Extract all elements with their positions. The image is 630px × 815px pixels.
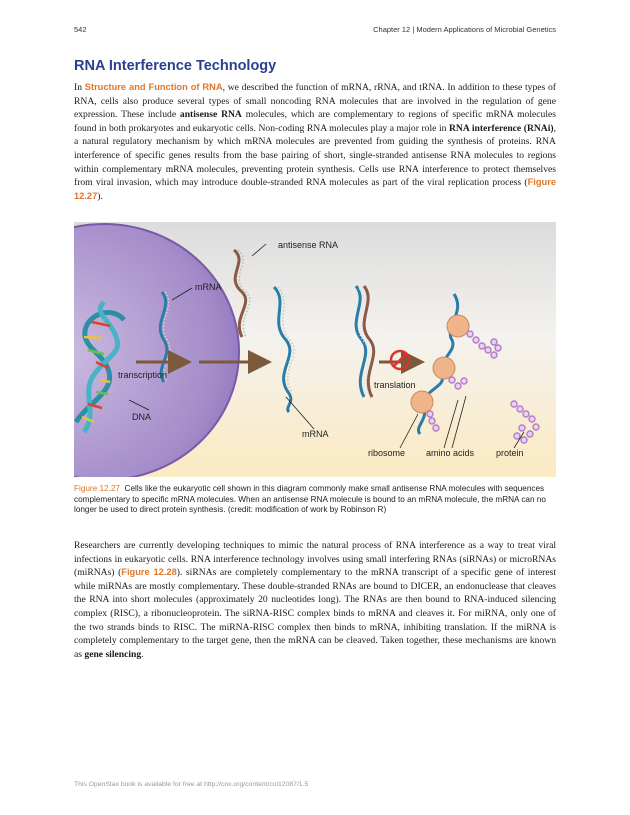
text: .	[141, 648, 144, 660]
caption-text: Cells like the eukaryotic cell shown in this diagram commonly make small antisense RNA molecules with sequences complementary to specific mRNA molecules. When an antisense RNA molecule is bound to an mRNA molecule, the mRNA can no longer be used to direct protein synthesis. (credit: modification of work by Robinson R)	[74, 484, 546, 515]
text: , we described the function of mRNA, rRNA, and tRNA. In addition to these types of RNA, cells also produce several types of small noncoding RNA molecules that are involved in the regulation of gene expression. These include	[74, 82, 557, 121]
text: In	[74, 82, 85, 93]
paragraph-rnai-technology	[74, 539, 556, 661]
text: ). siRNAs are completely complementary to the mRNA transcript of a specific gene of interest while miRNAs are mostly complementary. These double-stranded RNAs are bound to DICER, an endonuclease that cleaves the RNA into short molecules (approximately 20 nucleotides long). The RNAs are then bound to RNA-induced silencing complex (RISC), a ribonucleoprotein. The siRNA-RISC complex binds to mRNA and cleaves it. For miRNA, only one of the two strands binds to RISC. The miRNA-RISC complex then binds to mRNA, inhibiting translation. If the miRNA is completely complementary to the target gene, then the mRNA can be cleaved. Taken together, these mechanisms are known as	[74, 567, 556, 660]
label-ribosome: ribosome	[368, 448, 406, 458]
label-transcription: transcription	[118, 370, 168, 380]
text: Researchers are currently developing techniques to mimic the natural process of RNA interference as a way to treat viral infections in eukaryotic cells. RNA interference technology involves using small interfering RNAs (siRNAs) or microRNAs (miRNAs) (	[74, 540, 556, 579]
label-protein: protein	[496, 448, 524, 458]
label-translation: translation	[374, 380, 416, 390]
label-antisense-rna: antisense RNA	[278, 240, 339, 250]
label-mrna-top: mRNA	[195, 282, 222, 292]
link-figure-12-27[interactable]: Figure 12.27	[74, 177, 556, 201]
running-header: Chapter 12 | Modern Applications of Microbial Genetics	[373, 25, 556, 34]
page-number: 542	[74, 25, 87, 34]
section-title: RNA Interference Technology	[74, 58, 277, 74]
label-dna: DNA	[132, 412, 152, 422]
term-rna-interference: RNA interference (RNAi)	[449, 122, 554, 134]
caption-label: Figure 12.27	[74, 484, 120, 493]
paragraph-intro	[74, 81, 556, 203]
rnai-diagram	[74, 222, 556, 477]
term-antisense-rna: antisense RNA	[179, 109, 242, 121]
link-structure-function-rna[interactable]: Structure and Function of RNA	[84, 82, 223, 92]
term-gene-silencing: gene silencing	[84, 648, 142, 660]
link-figure-12-28[interactable]: Figure 12.28	[121, 567, 177, 578]
figure-12-27	[74, 222, 556, 477]
figure-caption	[74, 484, 556, 516]
label-mrna-bottom: mRNA	[302, 429, 329, 439]
text: ).	[97, 190, 103, 202]
footer-note: This OpenStax book is available for free at http://cnx.org/content/col12087/1.5	[74, 781, 309, 788]
label-amino-acids: amino acids	[426, 448, 475, 458]
text: molecules, which are complementary to regions of specific mRNA molecules found in both prokaryotes and eukaryotic cells. Non-coding RNA molecules play a major role in	[74, 109, 556, 134]
text: , a natural regulatory mechanism by which mRNA molecules are prevented from guiding the synthesis of proteins. RNA interference of specific genes results from the base pairing of short, single-stranded antisense RNA molecules to regions within complementary mRNA molecules, preventing protein synthesis. Cells use RNA interference to protect themselves from viral invasion, which may introduce double-stranded RNA molecules as part of the viral replication process (	[74, 122, 556, 189]
